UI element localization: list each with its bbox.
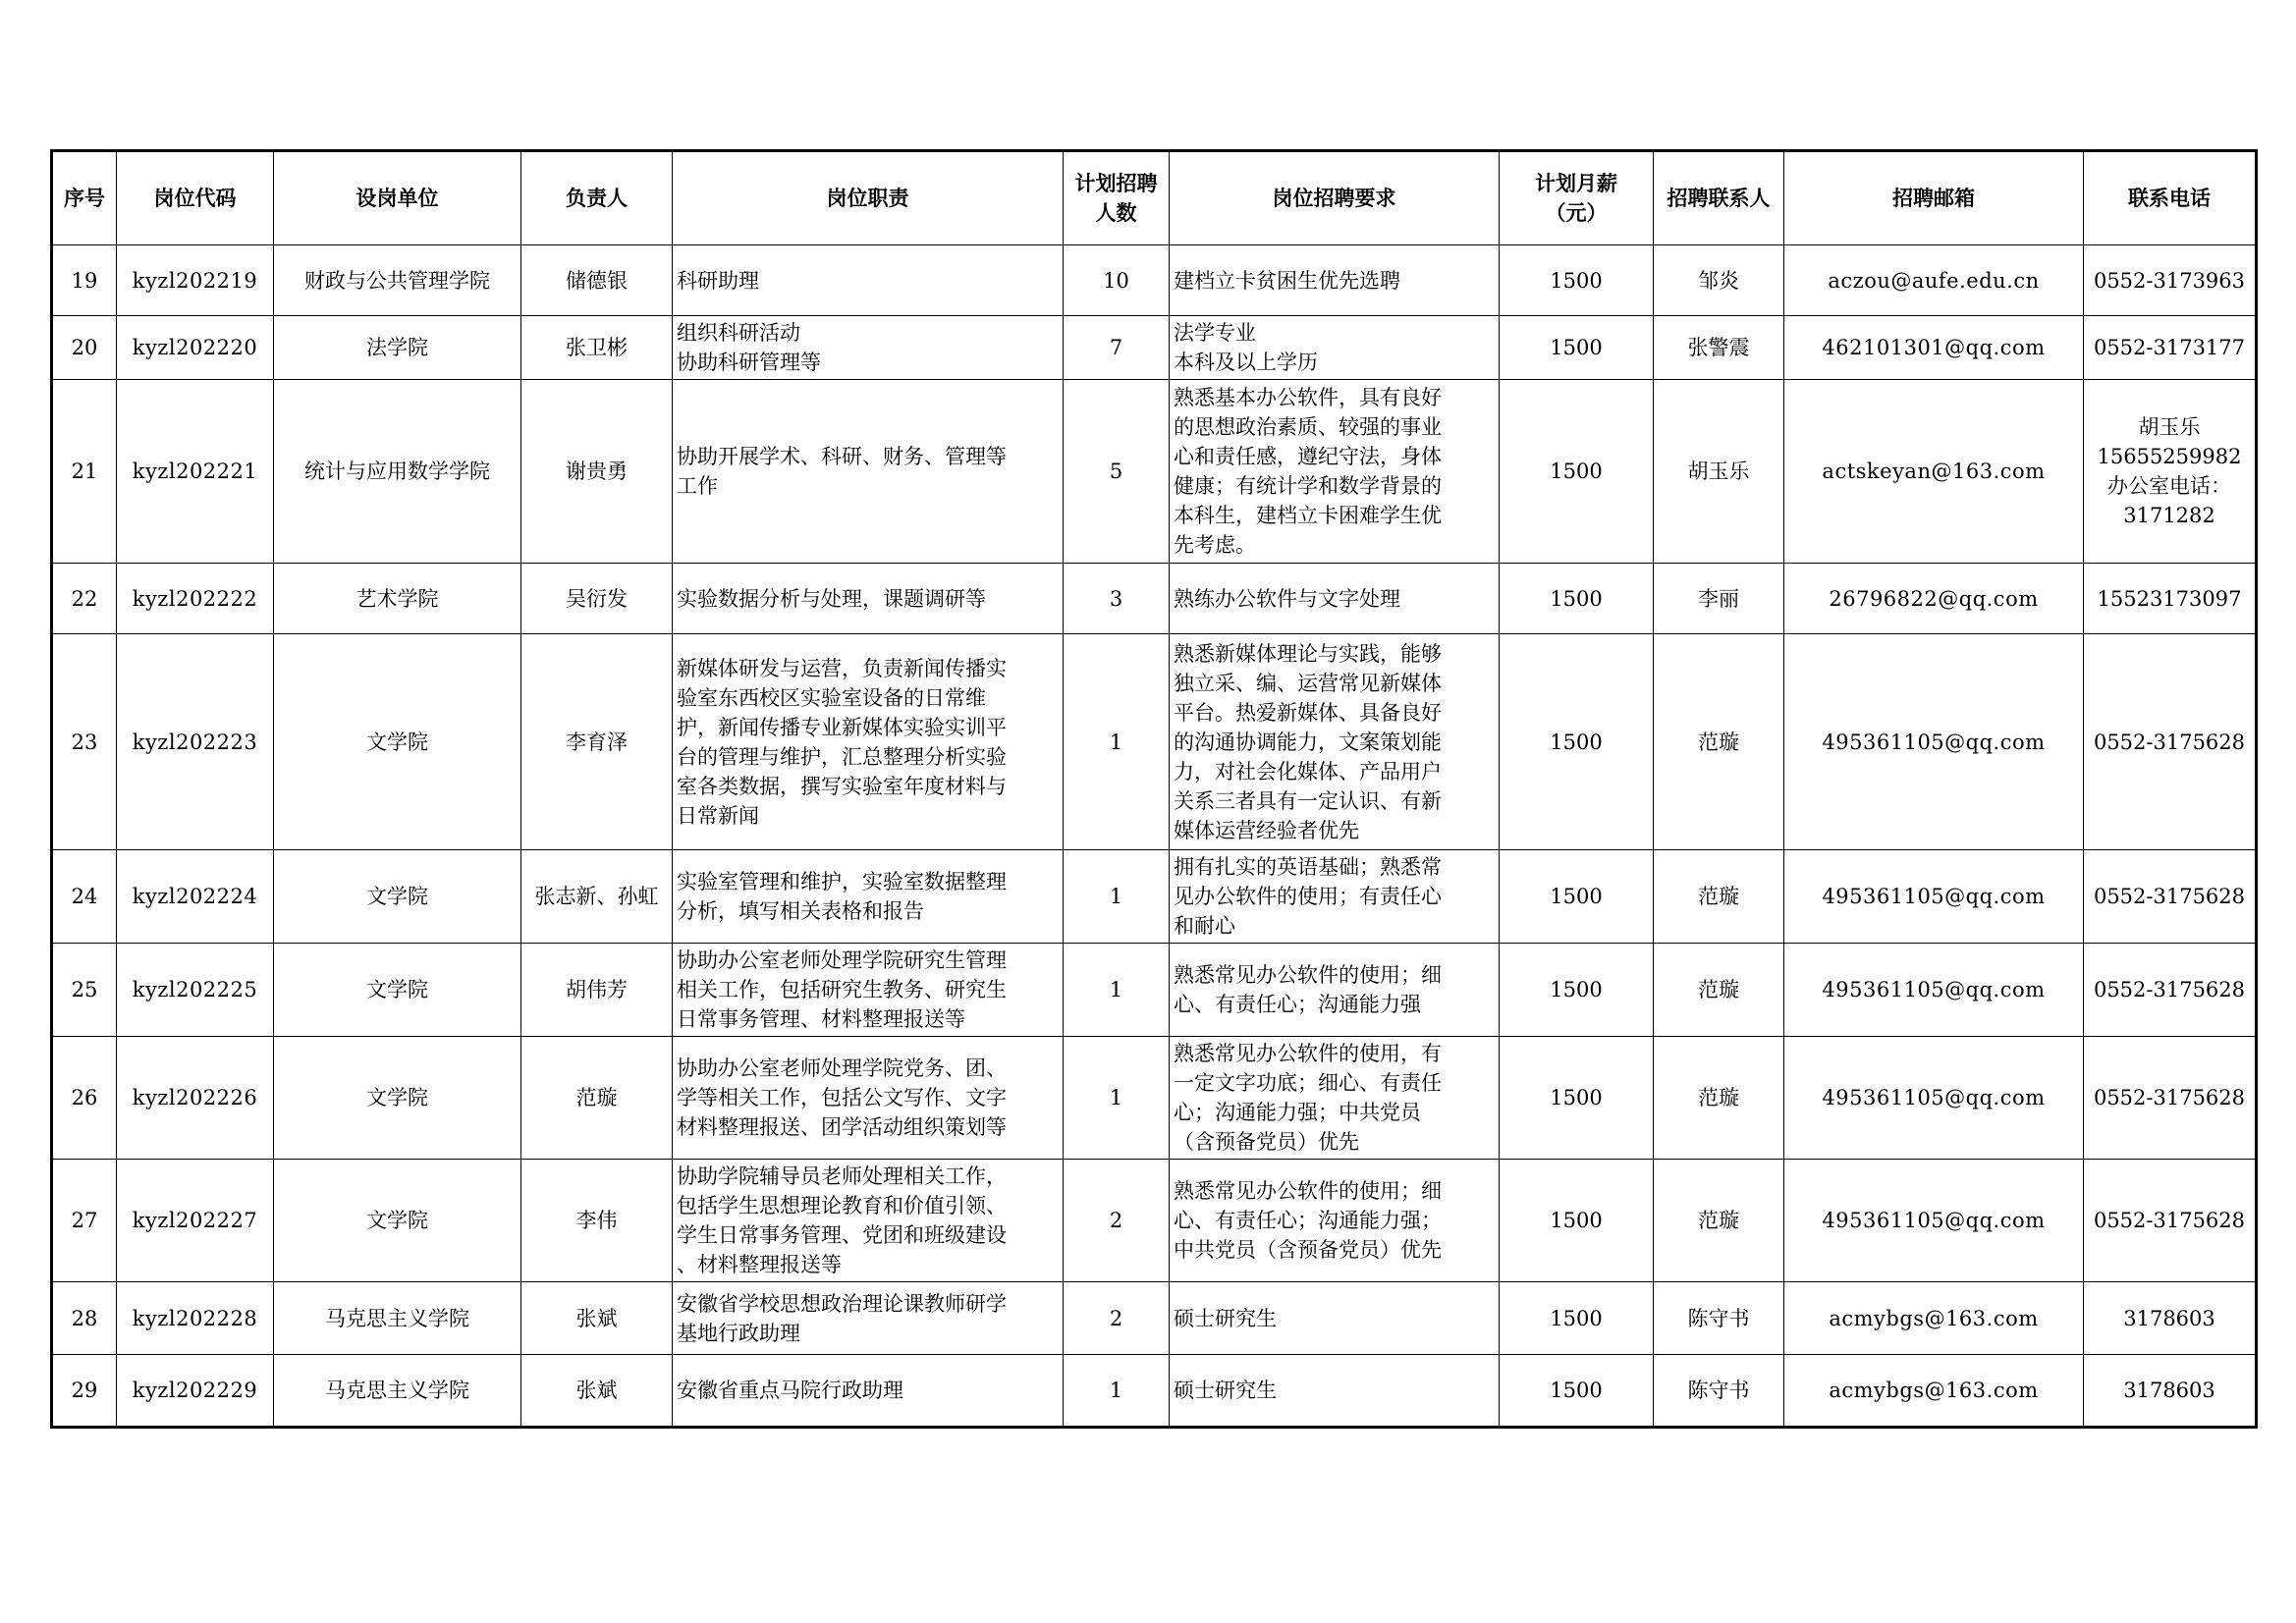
row-number-cell: 24 (52, 850, 117, 944)
duty-description-cell: 安徽省学校思想政治理论课教师研学 基地行政助理 (673, 1282, 1064, 1355)
headcount-cell: 1 (1064, 634, 1170, 850)
table-row (52, 564, 2257, 634)
position-code-cell: kyzl202224 (117, 850, 274, 944)
row-number-cell: 26 (52, 1037, 117, 1160)
row-number-cell: 20 (52, 316, 117, 380)
requirements-cell: 法学专业 本科及以上学历 (1170, 316, 1500, 380)
headcount-cell: 1 (1064, 850, 1170, 944)
headcount-cell: 10 (1064, 245, 1170, 316)
row-number-cell: 19 (52, 245, 117, 316)
row-number-cell: 25 (52, 944, 117, 1037)
department-cell: 文学院 (274, 1037, 521, 1160)
phone-number-cell: 0552-3173963 (2084, 245, 2257, 316)
contact-person-cell: 范璇 (1654, 1037, 1784, 1160)
supervisor-cell: 张斌 (521, 1355, 673, 1428)
monthly-salary-cell: 1500 (1500, 1037, 1654, 1160)
phone-number-cell: 胡玉乐 15655259982 办公室电话： 3171282 (2084, 380, 2257, 564)
requirements-cell: 熟悉常见办公软件的使用；细 心、有责任心；沟通能力强 (1170, 944, 1500, 1037)
table-row (52, 1355, 2257, 1428)
department-cell: 财政与公共管理学院 (274, 245, 521, 316)
department-cell: 法学院 (274, 316, 521, 380)
position-code-cell: kyzl202228 (117, 1282, 274, 1355)
supervisor-cell: 李育泽 (521, 634, 673, 850)
email-address-cell: 462101301@qq.com (1784, 316, 2084, 380)
duty-description-cell: 协助办公室老师处理学院党务、团、 学等相关工作，包括公文写作、文字 材料整理报送、团学活动组织策划等 (673, 1037, 1064, 1160)
requirements-cell: 硕士研究生 (1170, 1355, 1500, 1428)
supervisor-cell: 储德银 (521, 245, 673, 316)
contact-person-cell: 张警震 (1654, 316, 1784, 380)
row-number-cell: 28 (52, 1282, 117, 1355)
row-number-cell: 27 (52, 1160, 117, 1282)
supervisor-cell: 胡伟芳 (521, 944, 673, 1037)
header-req: 岗位招聘要求 (1170, 151, 1500, 245)
row-number-cell: 29 (52, 1355, 117, 1428)
position-code-cell: kyzl202219 (117, 245, 274, 316)
contact-person-cell: 胡玉乐 (1654, 380, 1784, 564)
duty-description-cell: 安徽省重点马院行政助理 (673, 1355, 1064, 1428)
phone-number-cell: 0552-3175628 (2084, 944, 2257, 1037)
supervisor-cell: 吴衍发 (521, 564, 673, 634)
header-count: 计划招聘 人数 (1064, 151, 1170, 245)
table-row (52, 850, 2257, 944)
monthly-salary-cell: 1500 (1500, 380, 1654, 564)
phone-number-cell: 0552-3173177 (2084, 316, 2257, 380)
email-address-cell: 495361105@qq.com (1784, 850, 2084, 944)
email-address-cell: actskeyan@163.com (1784, 380, 2084, 564)
supervisor-cell: 谢贵勇 (521, 380, 673, 564)
headcount-cell: 1 (1064, 944, 1170, 1037)
position-code-cell: kyzl202227 (117, 1160, 274, 1282)
monthly-salary-cell: 1500 (1500, 1160, 1654, 1282)
table-row (52, 1160, 2257, 1282)
position-code-cell: kyzl202220 (117, 316, 274, 380)
department-cell: 文学院 (274, 944, 521, 1037)
headcount-cell: 1 (1064, 1037, 1170, 1160)
phone-number-cell: 3178603 (2084, 1282, 2257, 1355)
phone-number-cell: 0552-3175628 (2084, 1160, 2257, 1282)
department-cell: 艺术学院 (274, 564, 521, 634)
phone-number-cell: 0552-3175628 (2084, 850, 2257, 944)
requirements-cell: 熟练办公软件与文字处理 (1170, 564, 1500, 634)
phone-number-cell: 3178603 (2084, 1355, 2257, 1428)
email-address-cell: aczou@aufe.edu.cn (1784, 245, 2084, 316)
header-head: 负责人 (521, 151, 673, 245)
header-code: 岗位代码 (117, 151, 274, 245)
phone-number-cell: 15523173097 (2084, 564, 2257, 634)
table-row (52, 316, 2257, 380)
headcount-cell: 7 (1064, 316, 1170, 380)
monthly-salary-cell: 1500 (1500, 564, 1654, 634)
department-cell: 马克思主义学院 (274, 1355, 521, 1428)
header-salary: 计划月薪 （元） (1500, 151, 1654, 245)
email-address-cell: 495361105@qq.com (1784, 1037, 2084, 1160)
header-contact: 招聘联系人 (1654, 151, 1784, 245)
row-number-cell: 21 (52, 380, 117, 564)
position-code-cell: kyzl202226 (117, 1037, 274, 1160)
department-cell: 文学院 (274, 634, 521, 850)
position-code-cell: kyzl202225 (117, 944, 274, 1037)
headcount-cell: 2 (1064, 1160, 1170, 1282)
contact-person-cell: 李丽 (1654, 564, 1784, 634)
department-cell: 马克思主义学院 (274, 1282, 521, 1355)
monthly-salary-cell: 1500 (1500, 1355, 1654, 1428)
contact-person-cell: 范璇 (1654, 944, 1784, 1037)
supervisor-cell: 张斌 (521, 1282, 673, 1355)
table-row (52, 944, 2257, 1037)
duty-description-cell: 协助学院辅导员老师处理相关工作， 包括学生思想理论教育和价值引领、 学生日常事务管理、党团和班级建设 、材料整理报送等 (673, 1160, 1064, 1282)
monthly-salary-cell: 1500 (1500, 1282, 1654, 1355)
supervisor-cell: 张卫彬 (521, 316, 673, 380)
requirements-cell: 熟悉基本办公软件，具有良好 的思想政治素质、较强的事业 心和责任感，遵纪守法，身体 健康；有统计学和数学背景的 本科生，建档立卡困难学生优 先考虑。 (1170, 380, 1500, 564)
monthly-salary-cell: 1500 (1500, 634, 1654, 850)
duty-description-cell: 组织科研活动 协助科研管理等 (673, 316, 1064, 380)
email-address-cell: 495361105@qq.com (1784, 634, 2084, 850)
requirements-cell: 熟悉常见办公软件的使用，有 一定文字功底；细心、有责任 心；沟通能力强；中共党员 （含预备党员）优先 (1170, 1037, 1500, 1160)
email-address-cell: acmybgs@163.com (1784, 1355, 2084, 1428)
supervisor-cell: 张志新、孙虹 (521, 850, 673, 944)
phone-number-cell: 0552-3175628 (2084, 1037, 2257, 1160)
requirements-cell: 熟悉新媒体理论与实践，能够 独立采、编、运营常见新媒体 平台。热爱新媒体、具备良好 的沟通协调能力，文案策划能 力，对社会化媒体、产品用户 关系三者具有一定认识、有新 媒体运营经验者优先 (1170, 634, 1500, 850)
duty-description-cell: 实验数据分析与处理，课题调研等 (673, 564, 1064, 634)
position-code-cell: kyzl202221 (117, 380, 274, 564)
phone-number-cell: 0552-3175628 (2084, 634, 2257, 850)
monthly-salary-cell: 1500 (1500, 944, 1654, 1037)
duty-description-cell: 协助开展学术、科研、财务、管理等 工作 (673, 380, 1064, 564)
table-row (52, 245, 2257, 316)
header-phone: 联系电话 (2084, 151, 2257, 245)
contact-person-cell: 范璇 (1654, 850, 1784, 944)
requirements-cell: 拥有扎实的英语基础；熟悉常 见办公软件的使用；有责任心 和耐心 (1170, 850, 1500, 944)
header-no: 序号 (52, 151, 117, 245)
row-number-cell: 23 (52, 634, 117, 850)
department-cell: 统计与应用数学学院 (274, 380, 521, 564)
position-code-cell: kyzl202229 (117, 1355, 274, 1428)
headcount-cell: 5 (1064, 380, 1170, 564)
supervisor-cell: 范璇 (521, 1037, 673, 1160)
table-row (52, 1282, 2257, 1355)
row-number-cell: 22 (52, 564, 117, 634)
duty-description-cell: 协助办公室老师处理学院研究生管理 相关工作，包括研究生教务、研究生 日常事务管理、材料整理报送等 (673, 944, 1064, 1037)
duty-description-cell: 实验室管理和维护，实验室数据整理 分析，填写相关表格和报告 (673, 850, 1064, 944)
requirements-cell: 熟悉常见办公软件的使用；细 心、有责任心；沟通能力强； 中共党员（含预备党员）优先 (1170, 1160, 1500, 1282)
contact-person-cell: 陈守书 (1654, 1355, 1784, 1428)
contact-person-cell: 陈守书 (1654, 1282, 1784, 1355)
duty-description-cell: 新媒体研发与运营，负责新闻传播实 验室东西校区实验室设备的日常维 护，新闻传播专业新媒体实验实训平 台的管理与维护，汇总整理分析实验 室各类数据，撰写实验室年度材料与 日常新闻 (673, 634, 1064, 850)
header-row (52, 151, 2257, 245)
email-address-cell: 26796822@qq.com (1784, 564, 2084, 634)
supervisor-cell: 李伟 (521, 1160, 673, 1282)
position-code-cell: kyzl202222 (117, 564, 274, 634)
headcount-cell: 1 (1064, 1355, 1170, 1428)
table-row (52, 634, 2257, 850)
header-email: 招聘邮箱 (1784, 151, 2084, 245)
contact-person-cell: 范璇 (1654, 1160, 1784, 1282)
requirements-cell: 硕士研究生 (1170, 1282, 1500, 1355)
headcount-cell: 3 (1064, 564, 1170, 634)
table-row (52, 1037, 2257, 1160)
duty-description-cell: 科研助理 (673, 245, 1064, 316)
department-cell: 文学院 (274, 850, 521, 944)
table-row (52, 380, 2257, 564)
email-address-cell: acmybgs@163.com (1784, 1282, 2084, 1355)
header-unit: 设岗单位 (274, 151, 521, 245)
email-address-cell: 495361105@qq.com (1784, 1160, 2084, 1282)
monthly-salary-cell: 1500 (1500, 245, 1654, 316)
requirements-cell: 建档立卡贫困生优先选聘 (1170, 245, 1500, 316)
contact-person-cell: 范璇 (1654, 634, 1784, 850)
monthly-salary-cell: 1500 (1500, 850, 1654, 944)
email-address-cell: 495361105@qq.com (1784, 944, 2084, 1037)
department-cell: 文学院 (274, 1160, 521, 1282)
position-code-cell: kyzl202223 (117, 634, 274, 850)
recruitment-table (50, 149, 2258, 1429)
contact-person-cell: 邹炎 (1654, 245, 1784, 316)
table-body (52, 245, 2257, 1428)
header-duty: 岗位职责 (673, 151, 1064, 245)
monthly-salary-cell: 1500 (1500, 316, 1654, 380)
headcount-cell: 2 (1064, 1282, 1170, 1355)
